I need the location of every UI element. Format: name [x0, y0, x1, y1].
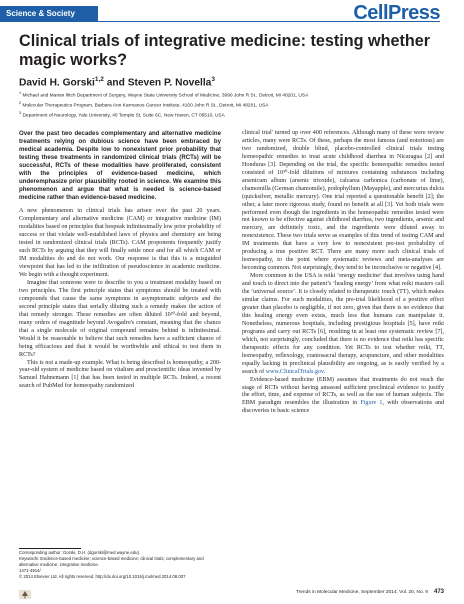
- body-paragraph: This is not a made-up example. What is being described is homeopathy, a 200-year-old system of medicine based on vitalism and prescientific ideas invented by Samuel Hahnemann [1] that has been tested in multiple RCTs. Indeed, a recent search of PubMed for homeopathy randomized: [19, 359, 221, 390]
- body-paragraph: [242, 377, 444, 417]
- paragraph-text: .: [323, 368, 326, 375]
- left-column: [19, 130, 221, 391]
- publisher-logo: CellPress: [353, 2, 440, 24]
- author-list: [19, 73, 439, 89]
- body-paragraph: Imagine that someone were to describe to you a treatment modality based on two principles. The first principle states that symptoms should be treated with compounds that cause the same symptoms in asymptomatic subjects and the second principle states that serially diluting such a remedy makes the action of that remedy stronger. These remedies are often diluted 10²⁰-fold and beyond, many orders of magnitude beyond Avogadro's constant, meaning that the chance that a single molecule of original compound remains behind is infinitesimal. Would it be reasonable to believe that such remedies have a sufficient chance of being efficacious and that it would be worthwhile and ethical to test them in RCTs?: [19, 280, 221, 358]
- page-number: 473: [433, 589, 444, 595]
- affiliation: [19, 110, 449, 120]
- copyright: © 2014 Elsevier Ltd. All rights reserved. http://dx.doi.org/10.1016/j.molmed.2014.08.007: [19, 574, 186, 579]
- affiliation-text: Michael and Marian Ilitch Department of Surgery, Wayne State University School of Medicine, 3990 John R St., Detroit, MI 48201, USA: [21, 93, 309, 99]
- affiliation-marker: 3: [19, 110, 22, 115]
- affiliation: [19, 90, 449, 100]
- issn: 1471-4914/: [19, 568, 41, 573]
- elsevier-tree-icon: [19, 590, 31, 599]
- affiliation-text: Department of Neurology, Yale University, 40 Temple St, Suite 6C, New Haven, CT 06510, USA: [21, 113, 225, 119]
- body-paragraph: [242, 273, 444, 376]
- abstract: Over the past two decades complementary and alternative medicine treatments relying on dubious science have been embraced by medical academia. Despite low to nonexistent prior probability that testing these treatments in randomized clinical trials (RCTs) will be successful, RCTs of these modalities have proliferated, consistent with the principles of evidence-based medicine, which underemphasize prior plausibility rooted in science. We examine this phenomenon and argue that what is needed is science-based medicine rather than evidence-based medicine.: [19, 130, 221, 202]
- keywords-text: Evidence-based medicine; science-based medicine; clinical trials; complementary and alternative medicine; integrative medicine.: [19, 556, 204, 567]
- affiliation-text: Molecular Therapeutics Program, Barbara Ann Karmanos Cancer Institute, 4100 John R St., Detroit, MI 48201, USA: [21, 103, 269, 109]
- footnotes: [19, 550, 221, 580]
- keywords: [19, 556, 221, 568]
- author-name: Steven P. Novella: [127, 77, 212, 89]
- affiliation-marker: 2: [19, 100, 22, 105]
- affiliation-marker: 1: [19, 91, 22, 95]
- body-paragraph: A new phenomenon in clinical trials has arisen over the past 20 years. Complementary and alternative medicine (CAM) or integrative medicine (IM) modalities based on principles that bespeak infinitesimally low prior probability of success or that violate well-established laws of physics and chemistry are being tested in randomized clinical trials (RCTs). CAM proponents frequently justify such RCTs by arguing that they will finally settle once and for all which CAM or IM modalities do and do not work. Our response is that this is a misguided viewpoint that has led to the infiltration of pseudoscience in academic medicine. We begin with a thought experiment.: [19, 208, 221, 279]
- author-name: David H. Gorski: [19, 77, 95, 89]
- paragraph-text: , with observations and discoveries in basic science: [242, 400, 445, 415]
- clinicaltrials-link[interactable]: www.ClinicalTrials.gov: [265, 368, 324, 375]
- author-affiliation-marker: 1,2: [94, 76, 104, 83]
- paragraph-text: More common in the USA is reiki ‘energy medicine’ that involves using hand and touch to direct into the patient’s ‘healing energy’ from what reiki masters call the ‘universal source’. It is closely related to therapeutic touch (TT), which makes similar claims. For such modalities, the pre-trial likelihood of a positive effect greater than placebo is negligible, if not zero, given that there is no evidence that this healing energy even exists, much less that humans can manipulate it. Nonetheless, numerous hospitals, including prestigious hospitals [5], have reiki programs and carry out RCTs [6], resulting in at least one systematic review [7], which, not surprisingly, concluded that there is no evidence that reiki has specific therapeutic effects for any condition. Yet RCTs to test whether reiki, TT, homeopathy, reflexology, craniosacral therapy, acupuncture, and other modalities equally lacking in preclinical plausibility are ongoing, as is easily verified by a search of: [242, 273, 444, 375]
- keywords-label: Keywords:: [19, 556, 40, 561]
- journal-citation: Trends in Molecular Medicine, September 2014, Vol. 20, No. 9: [295, 590, 428, 595]
- figure-link[interactable]: Figure 1: [360, 400, 383, 407]
- right-column: [242, 130, 444, 416]
- section-label: Science & Society: [0, 6, 98, 22]
- article-title: Clinical trials of integrative medicine: testing whether magic works?: [19, 32, 431, 69]
- corresponding-author: Corresponding author: Gorski, D.H. (dgorski@med.wayne.edu).: [19, 550, 141, 555]
- author-affiliation-marker: 3: [211, 76, 215, 83]
- paragraph-text: Evidence-based medicine (EBM) assumes that treatments do not reach the stage of RCTs without having amassed sufficient preclinical evidence to justify the effort, time, and expense of RCTs, as well as the use of human subjects. The EBM paradigm resembles the illustration in: [242, 376, 444, 407]
- footnote-divider: [19, 548, 81, 549]
- page-footer: [242, 588, 444, 597]
- affiliation: [19, 100, 449, 110]
- affiliation-list: [19, 90, 449, 119]
- body-paragraph: clinical trial' turned up over 400 references. Although many of these were review articles, many were RCTs. Of these, perhaps the most famous (and notorious) are two randomized, double blind, placebo-controlled clinical trials testing homeopathic remedies to treat acute childhood diarrhea in Nicaragua [2] and Honduras [3]. Depending on the trial, the specific homeopathic remedies tested consisted of 10³⁰-fold dilutions of mixtures containing substances including arsenicum album (arsenic trioxide), calcarea carbonica (carbonate of lime), chamomilla (German chamomile), podophyllum (Mayapple), and mercurius dulcis (quicksilver, metallic mercury). One trial reported a questionable benefit [2]; the other, a later more rigorous study, found no benefit at all [3]. Yet both trials were performed even though the ingredients in the homeopathic remedies tested were not known to be effective against childhood diarrhea, two ingredients, arsenic and mercury, are definitely toxic, and the ingredients were diluted away to nonexistence. These two trials serve as examples of this trend of testing CAM and IM treatments that have a very low to nonexistent pre-test probability of producing a true positive RCT. There are many more such clinical trials of homeopathy, to the point where systematic reviews and meta-analyses are becoming common. Not surprisingly, they tend to be inconclusive or negative [4].: [242, 130, 444, 272]
- author-conjunction: and: [103, 77, 128, 89]
